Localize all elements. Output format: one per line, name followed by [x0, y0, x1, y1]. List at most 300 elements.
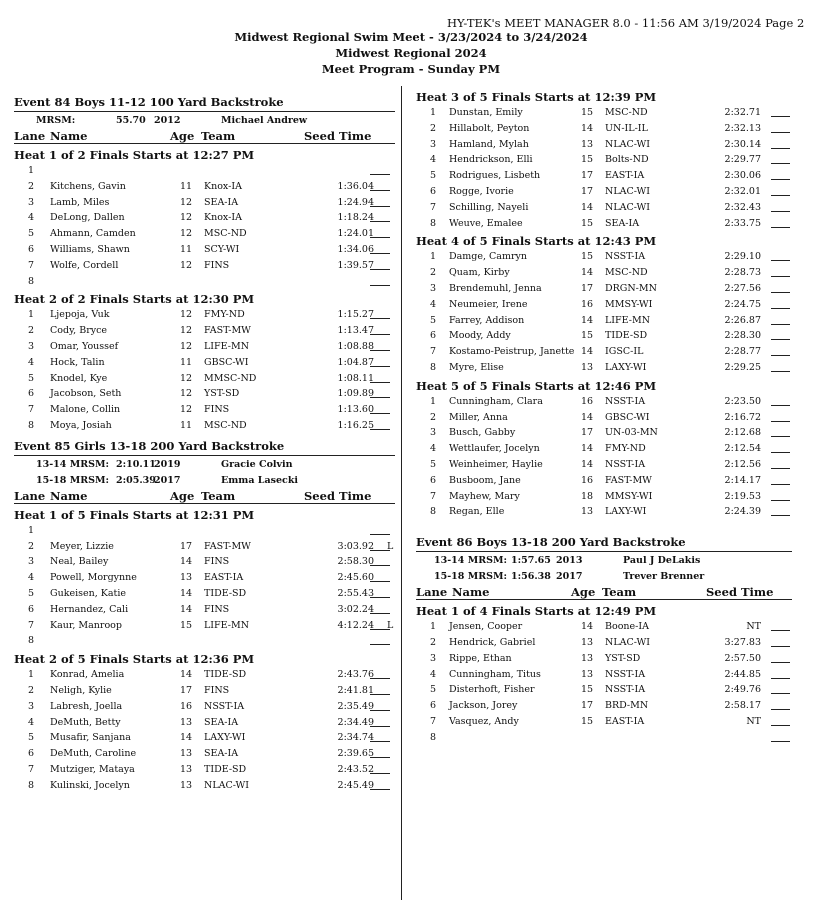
final-time-blank	[370, 413, 390, 414]
program-title: Meet Program - Sunday PM	[321, 62, 501, 76]
seed-time: 2:32.43	[724, 201, 761, 213]
swimmer-name: Omar, Youssef	[50, 340, 119, 352]
meet-record	[416, 568, 792, 584]
lane-number: 2	[28, 325, 35, 337]
final-time-blank	[370, 221, 390, 222]
record-label: 15-18 MRSM:	[434, 571, 507, 583]
team-code: LIFE-MN	[204, 619, 250, 631]
column-header-age: Age	[170, 488, 195, 503]
seed-time: 2:43.76	[337, 669, 374, 681]
team-code: EAST-IA	[204, 572, 244, 584]
seed-time: 2:58.30	[337, 556, 374, 568]
entry-row	[416, 343, 792, 359]
heat-title	[14, 290, 395, 306]
seed-time: 2:23.50	[724, 395, 761, 407]
final-time-blank	[370, 644, 390, 645]
lane-number: 5	[430, 684, 437, 696]
entry-row	[14, 714, 395, 730]
swimmer-age: 13	[180, 763, 193, 775]
swimmer-age: 16	[581, 395, 594, 407]
final-time-blank	[370, 269, 390, 270]
seed-time: 2:19.53	[724, 490, 761, 502]
lane-number: 4	[430, 154, 437, 166]
team-code: SEA-IA	[204, 716, 239, 728]
final-time-blank	[370, 773, 390, 774]
record-year: 2013	[556, 555, 583, 567]
swimmer-name: Mutziger, Mataya	[50, 763, 135, 775]
final-time-blank	[370, 237, 390, 238]
swimmer-age: 12	[180, 309, 193, 321]
record-label: MRSM:	[36, 115, 76, 126]
final-time-blank	[771, 195, 790, 196]
team-code: Bolts-ND	[605, 154, 649, 166]
entry-row	[416, 409, 792, 425]
swimmer-age: 14	[180, 669, 193, 681]
entry-row	[416, 456, 792, 472]
lane-number: 1	[28, 524, 35, 536]
event-title: Event 85 Girls 13-18 200 Yard Backstroke	[14, 438, 285, 453]
swimmer-age: 14	[180, 556, 193, 568]
page-header	[0, 0, 813, 80]
lane-number: 7	[28, 763, 35, 775]
lane-number: 7	[28, 619, 35, 631]
swimmer-age: 15	[581, 217, 594, 229]
seed-time: 2:28.73	[724, 267, 761, 279]
entry-row	[14, 777, 395, 793]
meet-subtitle: Midwest Regional 2024	[335, 46, 487, 60]
heat-title	[14, 506, 395, 522]
entry-row	[416, 136, 792, 152]
swimmer-age: 16	[581, 298, 594, 310]
seed-time: 2:35.49	[337, 700, 374, 712]
heat-title-text: Heat 4 of 5 Finals Starts at 12:43 PM	[416, 234, 657, 249]
entry-row	[14, 306, 395, 322]
seed-time: 2:58.17	[724, 700, 761, 712]
lane-number: 5	[28, 732, 35, 744]
seed-time: 2:32.13	[724, 122, 761, 134]
team-code: TIDE-SD	[204, 587, 247, 599]
seed-time: 1:08.88	[337, 340, 374, 352]
team-code: FINS	[204, 684, 230, 696]
spacer	[416, 519, 792, 535]
lane-number: 7	[430, 715, 437, 727]
team-code: NLAC-WI	[204, 779, 249, 791]
swimmer-age: 13	[581, 506, 594, 518]
team-code: TIDE-SD	[204, 763, 247, 775]
swimmer-age: 15	[180, 619, 193, 631]
final-time-blank	[771, 371, 790, 372]
final-time-blank	[771, 693, 790, 694]
final-time-blank	[771, 211, 790, 212]
swimmer-name: DeMuth, Betty	[50, 716, 121, 728]
column-divider	[401, 86, 402, 900]
software-timestamp-line: HY-TEK's MEET MANAGER 8.0 - 11:56 AM 3/19/2024 Page 2	[447, 16, 805, 30]
swimmer-name: Gukeisen, Katie	[50, 587, 127, 599]
swimmer-name: DeLong, Dallen	[50, 212, 125, 224]
team-code: NSST-IA	[605, 684, 646, 696]
column-header-name: Name	[452, 585, 490, 600]
lane-number: 3	[28, 556, 35, 568]
entry-row	[14, 522, 395, 538]
record-holder: Emma Lasecki	[221, 474, 299, 486]
final-time-blank	[370, 253, 390, 254]
final-time-blank	[370, 726, 390, 727]
swimmer-age: 13	[180, 748, 193, 760]
seed-time: 3:27.83	[724, 636, 761, 648]
column-header-seed-time: Seed Time	[706, 585, 774, 600]
column-headers	[416, 584, 792, 600]
team-code: NSST-IA	[605, 668, 646, 680]
swimmer-age: 12	[180, 404, 193, 416]
team-code: FMY-ND	[204, 309, 245, 321]
lane-number: 4	[28, 356, 35, 368]
swimmer-name: Meyer, Lizzie	[50, 540, 114, 552]
entry-row	[14, 354, 395, 370]
entry-row	[14, 553, 395, 569]
final-time-blank	[370, 174, 390, 175]
lane-number: 3	[430, 427, 437, 439]
entry-row	[416, 634, 792, 650]
lane-number: 4	[28, 572, 35, 584]
entry-row	[14, 569, 395, 585]
entry-row	[416, 650, 792, 666]
final-time-blank	[370, 429, 390, 430]
seed-time: 1:24.01	[337, 228, 374, 240]
team-code: LIFE-MN	[605, 314, 651, 326]
swimmer-name: Ljepoja, Vuk	[50, 309, 110, 321]
final-time-blank	[370, 350, 390, 351]
swimmer-age: 16	[180, 700, 193, 712]
team-code: FMY-ND	[605, 443, 646, 455]
seed-time: 2:44.85	[724, 668, 761, 680]
entry-row	[14, 417, 395, 433]
record-year: 2012	[154, 115, 181, 126]
entry-row	[14, 209, 395, 225]
swimmer-name: Lamb, Miles	[50, 196, 110, 208]
entry-row	[14, 178, 395, 194]
team-code: LAXY-WI	[605, 361, 647, 373]
seed-time: 2:28.77	[724, 346, 761, 358]
final-time-blank	[370, 382, 390, 383]
team-code: LAXY-WI	[204, 732, 246, 744]
team-code: NSST-IA	[605, 458, 646, 470]
seed-time: 2:16.72	[724, 411, 761, 423]
swimmer-age: 14	[180, 587, 193, 599]
swimmer-name: Busch, Gabby	[449, 427, 516, 439]
entry-row	[416, 167, 792, 183]
record-year: 2019	[154, 458, 181, 470]
entry-row	[14, 729, 395, 745]
heat-title-text: Heat 3 of 5 Finals Starts at 12:39 PM	[416, 90, 657, 104]
column-header-lane: Lane	[14, 488, 46, 503]
seed-time: 1:18.24	[337, 212, 374, 224]
seed-time: 1:24.94	[337, 196, 374, 208]
entry-row	[416, 472, 792, 488]
seed-time: 2:29.77	[724, 154, 761, 166]
swimmer-name: Miller, Anna	[449, 411, 508, 423]
seed-time: 2:32.01	[724, 185, 761, 197]
swimmer-age: 14	[581, 201, 594, 213]
lane-number: 5	[28, 587, 35, 599]
swimmer-age: 14	[581, 458, 594, 470]
lane-number: 1	[430, 107, 437, 118]
entry-row	[416, 697, 792, 713]
swimmer-name: Weinheimer, Haylie	[449, 458, 543, 470]
seed-time: 2:32.71	[724, 107, 761, 118]
team-code: NSST-IA	[605, 251, 646, 263]
final-time-blank	[370, 565, 390, 566]
heat-title-text: Heat 1 of 5 Finals Starts at 12:31 PM	[14, 507, 255, 522]
swimmer-name: Kulinski, Jocelyn	[50, 779, 130, 791]
seed-time: NT	[746, 621, 761, 633]
column-headers	[14, 488, 395, 504]
entry-row	[14, 257, 395, 273]
seed-time: 1:13.60	[337, 404, 374, 416]
final-time-blank	[771, 741, 790, 742]
entry-row	[14, 666, 395, 682]
seed-time: 2:12.54	[724, 443, 761, 455]
swimmer-age: 17	[581, 185, 594, 197]
heat-title-text: Heat 5 of 5 Finals Starts at 12:46 PM	[416, 378, 657, 393]
record-year: 2017	[154, 474, 181, 486]
team-code: SCY-WI	[204, 243, 240, 255]
swimmer-age: 13	[581, 668, 594, 680]
final-time-blank	[771, 678, 790, 679]
swimmer-age: 17	[581, 427, 594, 439]
final-time-blank	[370, 534, 390, 535]
swimmer-name: Damge, Camryn	[449, 251, 527, 263]
record-holder: Trever Brenner	[623, 571, 705, 583]
seed-time: 2:24.75	[724, 298, 761, 310]
swimmer-name: Wolfe, Cordell	[50, 259, 119, 271]
seed-time: 1:39.57	[337, 259, 374, 271]
entry-row	[416, 199, 792, 215]
lane-number: 6	[28, 243, 35, 255]
seed-time: 2:33.75	[724, 217, 761, 229]
swimmer-name: Hillabolt, Peyton	[449, 122, 530, 134]
team-code: GBSC-WI	[204, 356, 249, 368]
lane-number: 2	[430, 267, 437, 279]
entry-row	[416, 120, 792, 136]
lane-number: 1	[28, 309, 35, 321]
swimmer-name: Cody, Bryce	[50, 325, 108, 337]
heat-title-text: Heat 2 of 2 Finals Starts at 12:30 PM	[14, 292, 255, 307]
record-holder: Michael Andrew	[221, 115, 308, 126]
lane-number: 8	[28, 275, 35, 287]
swimmer-age: 15	[581, 154, 594, 166]
seed-time: 1:13.47	[337, 325, 374, 337]
final-time-blank	[771, 421, 790, 422]
team-code: MSC-ND	[605, 267, 648, 279]
team-code: MMSC-ND	[204, 372, 257, 384]
lane-number: 2	[430, 411, 437, 423]
swimmer-name: Wettlaufer, Jocelyn	[449, 443, 540, 455]
swimmer-name: Jensen, Cooper	[449, 621, 523, 633]
seed-time: 2:12.56	[724, 458, 761, 470]
lane-number: 7	[430, 490, 437, 502]
swimmer-name: Powell, Morgynne	[50, 572, 137, 584]
swimmer-name: Knodel, Kye	[50, 372, 108, 384]
entry-row	[14, 585, 395, 601]
final-time-blank	[370, 757, 390, 758]
column-header-name: Name	[50, 488, 88, 503]
right-column	[416, 86, 792, 745]
swimmer-age: 18	[581, 490, 594, 502]
lane-number: 6	[28, 748, 35, 760]
swimmer-age: 11	[180, 180, 193, 192]
entry-row	[14, 225, 395, 241]
swimmer-name: Moody, Addy	[449, 330, 511, 342]
lane-number: 2	[430, 636, 437, 648]
entry-row	[14, 761, 395, 777]
team-code: TIDE-SD	[204, 669, 247, 681]
swimmer-name: Hernandez, Cali	[50, 603, 129, 615]
event-title: Event 84 Boys 11-12 100 Yard Backstroke	[14, 95, 284, 109]
team-code: FINS	[204, 603, 230, 615]
lane-number: 4	[430, 298, 437, 310]
swimmer-name: Moya, Josiah	[50, 419, 112, 431]
final-time-blank	[370, 789, 390, 790]
team-code: SEA-IA	[204, 748, 239, 760]
team-code: LAXY-WI	[605, 506, 647, 518]
swimmer-age: 13	[581, 652, 594, 664]
seed-time: 2:29.25	[724, 361, 761, 373]
column-header-age: Age	[571, 585, 596, 600]
swimmer-age: 12	[180, 196, 193, 208]
swimmer-name: Kaur, Manroop	[50, 619, 122, 631]
swimmer-age: 14	[581, 621, 594, 633]
record-year: 2017	[556, 571, 583, 583]
record-holder: Gracie Colvin	[221, 458, 293, 470]
record-label: 15-18 MRSM:	[36, 474, 109, 486]
lane-number: 8	[430, 506, 437, 518]
entry-row	[14, 338, 395, 354]
final-time-blank	[771, 355, 790, 356]
swimmer-name: Neal, Bailey	[50, 556, 109, 568]
lane-number: 4	[28, 716, 35, 728]
lane-number: 6	[430, 330, 437, 342]
column-header-name: Name	[50, 129, 88, 143]
heat-title	[416, 88, 792, 104]
team-code: NLAC-WI	[605, 138, 650, 150]
lane-number: 7	[28, 259, 35, 271]
entry-row	[416, 280, 792, 296]
entry-row	[416, 681, 792, 697]
team-code: NSST-IA	[605, 395, 646, 407]
final-time-blank	[370, 550, 390, 551]
team-code: FAST-MW	[605, 474, 652, 486]
swimmer-age: 12	[180, 228, 193, 240]
swimmer-age: 14	[180, 603, 193, 615]
seed-time: 2:34.49	[337, 716, 374, 728]
swimmer-name: Quam, Kirby	[449, 267, 510, 279]
seed-time: 2:55.43	[337, 587, 374, 599]
final-time-blank	[370, 334, 390, 335]
seed-time: 1:34.06	[337, 243, 374, 255]
column-header-team: Team	[602, 585, 637, 600]
column-header-team: Team	[201, 129, 236, 143]
entry-row	[416, 327, 792, 343]
final-time-blank	[771, 468, 790, 469]
swimmer-name: Williams, Shawn	[50, 243, 130, 255]
swimmer-age: 15	[581, 330, 594, 342]
final-time-blank	[370, 190, 390, 191]
final-time-blank	[370, 397, 390, 398]
final-time-blank	[771, 662, 790, 663]
lane-number: 8	[28, 419, 35, 431]
lane-number: 7	[430, 346, 437, 358]
swimmer-name: Kitchens, Gavin	[50, 180, 126, 192]
entry-row	[14, 385, 395, 401]
entry-row	[14, 273, 395, 289]
lane-number: 8	[28, 779, 35, 791]
swimmer-age: 17	[180, 684, 193, 696]
swimmer-age: 13	[581, 138, 594, 150]
lane-number: 7	[430, 201, 437, 213]
lane-number: 4	[28, 212, 35, 224]
final-time-blank	[370, 613, 390, 614]
entry-row	[14, 632, 395, 648]
swimmer-name: Neligh, Kylie	[50, 684, 112, 696]
heat-title	[416, 232, 792, 248]
lane-number: 1	[28, 165, 35, 176]
swimmer-name: Malone, Collin	[50, 404, 121, 416]
swimmer-name: Kostamo-Peistrup, Janette	[449, 346, 575, 358]
team-code: FINS	[204, 259, 230, 271]
column-header-team: Team	[201, 488, 236, 503]
swimmer-age: 15	[581, 107, 594, 118]
lane-number: 3	[430, 282, 437, 294]
lane-number: 2	[430, 122, 437, 134]
final-time-blank	[370, 206, 390, 207]
team-code: EAST-IA	[605, 170, 645, 182]
column-header-lane: Lane	[14, 129, 46, 143]
final-time-blank	[771, 324, 790, 325]
team-code: FINS	[204, 556, 230, 568]
swimmer-age: 14	[581, 411, 594, 423]
swimmer-age: 12	[180, 340, 193, 352]
entry-row	[14, 162, 395, 178]
final-time-blank	[771, 227, 790, 228]
heat-title	[14, 146, 395, 162]
record-label: 13-14 MRSM:	[434, 555, 507, 567]
team-code: EAST-IA	[605, 715, 645, 727]
seed-time: 2:43.52	[337, 763, 374, 775]
final-time-blank	[771, 276, 790, 277]
lane-number: 3	[430, 138, 437, 150]
lane-number: 6	[430, 474, 437, 486]
final-time-blank	[370, 581, 390, 582]
meet-record	[416, 552, 792, 568]
swimmer-name: Hock, Talin	[50, 356, 105, 368]
swimmer-age: 12	[180, 372, 193, 384]
lane-number: 5	[430, 170, 437, 182]
swimmer-name: Jackson, Jorey	[449, 700, 518, 712]
swimmer-age: 14	[581, 443, 594, 455]
swimmer-name: Myre, Elise	[449, 361, 504, 373]
lane-number: 5	[430, 314, 437, 326]
lane-number: 1	[430, 251, 437, 263]
swimmer-age: 11	[180, 243, 193, 255]
seed-time: 2:39.65	[337, 748, 374, 760]
lane-number: 3	[430, 652, 437, 664]
team-code: TIDE-SD	[605, 330, 648, 342]
seed-time: 2:45.60	[337, 572, 374, 584]
meet-record	[14, 472, 395, 488]
swimmer-age: 14	[581, 267, 594, 279]
entry-row	[14, 538, 395, 554]
final-time-blank	[370, 318, 390, 319]
